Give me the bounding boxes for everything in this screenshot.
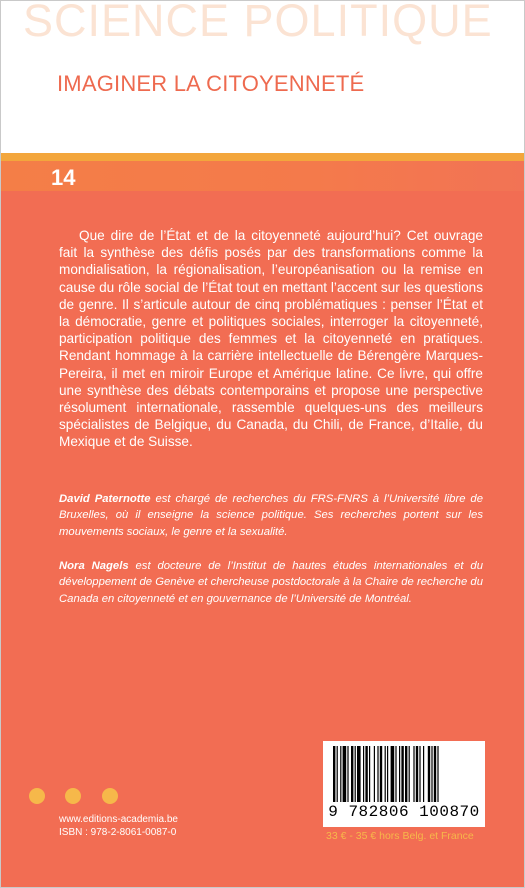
- dot-1: [29, 788, 45, 804]
- publisher-website: www.editions-academia.be: [59, 814, 178, 825]
- barcode-bar: [419, 746, 420, 802]
- barcode-bar: [377, 746, 378, 802]
- series-title: SCIENCE POLITIQUE: [23, 1, 493, 46]
- barcode-bar: [413, 746, 414, 802]
- orange-top-bar: [1, 153, 524, 161]
- barcode-bar: [337, 746, 338, 802]
- publisher-info: [59, 813, 178, 839]
- author-description-1: est chargé de recherches du FRS-FNRS à l’Université libre de Bruxelles, où il enseigne la science politique. Ses recherches portent sur les mouvements sociaux, le genre et la sexualité.: [59, 493, 483, 538]
- barcode-bar: [343, 746, 347, 802]
- barcode-bar: [423, 746, 424, 802]
- barcode-bar: [380, 746, 382, 802]
- barcode-bar: [416, 746, 418, 802]
- author-bio-1: [59, 491, 483, 540]
- volume-number: 14: [51, 165, 76, 190]
- barcode-bar: [369, 746, 370, 802]
- barcode-bar: [374, 746, 375, 802]
- barcode-bar: [431, 746, 432, 802]
- author-description-2: est docteure de l’Institut de hautes études internationales et du développement de Genève et chercheuse postdoctorale à la Chaire de recherche du Canada en citoyenneté et en gouvernance de l’Université de Montréal.: [59, 560, 483, 605]
- barcode-bar: [340, 746, 341, 802]
- author-name-2: Nora Nagels: [59, 560, 129, 572]
- barcode-bar: [385, 746, 386, 802]
- barcode-bar: [399, 746, 400, 802]
- barcode-bar: [405, 746, 407, 802]
- barcode: [323, 741, 485, 827]
- barcode-bar: [355, 746, 356, 802]
- barcode-bar: [428, 746, 430, 802]
- back-cover-panel: [1, 153, 524, 887]
- barcode-bar: [365, 746, 367, 802]
- barcode-bar: [387, 746, 388, 802]
- barcode-bar: [363, 746, 364, 802]
- dot-2: [65, 788, 81, 804]
- barcode-bar: [437, 746, 438, 802]
- cover-header: [1, 1, 524, 153]
- barcode-bar: [333, 746, 335, 802]
- author-name-1: David Paternotte: [59, 493, 151, 505]
- volume-band: [1, 161, 524, 191]
- book-summary: Que dire de l’État et de la citoyenneté aujourd’hui? Cet ouvrage fait la synthèse des défis posés par des transformations comme la mondialisation, la régionalisation, l’européanisation ou la remise en cause du rôle social de l’État tout en mettant l’accent sur les questions de genre. Il s’articule autour de cinq problématiques : penser l’État et la démocratie, genre et politiques sociales, interroger la citoyenneté, participation politique des femmes et la citoyenneté en pratiques. Rendant hommage à la carrière intellectuelle de Bérengère Marques-Pereira, il met en miroir Europe et Amérique latine. Ce livre, qui offre une synthèse des débats contemporains et propose une perspective résolument internationale, rassemble quelques-uns des meilleurs spécialistes de Belgique, du Canada, du Chili, de France, d’Italie, du Mexique et de Suisse.: [59, 228, 483, 450]
- dot-3: [102, 788, 118, 804]
- barcode-bar: [351, 746, 353, 802]
- isbn-text: ISBN : 978-2-8061-0087-0: [59, 827, 177, 838]
- barcode-bar: [401, 746, 403, 802]
- barcode-bar: [395, 746, 396, 802]
- barcode-bar: [391, 746, 395, 802]
- barcode-bar: [434, 746, 436, 802]
- price-label: 33 € - 35 € hors Belg. et France: [326, 830, 474, 842]
- author-bio-2: [59, 558, 483, 607]
- barcode-bars: [333, 746, 475, 802]
- book-subtitle: IMAGINER LA CITOYENNETÉ: [57, 71, 365, 96]
- barcode-number: 9 782806 100870: [328, 803, 480, 821]
- barcode-bar: [357, 746, 361, 802]
- barcode-bar: [409, 746, 410, 802]
- barcode-bar: [347, 746, 348, 802]
